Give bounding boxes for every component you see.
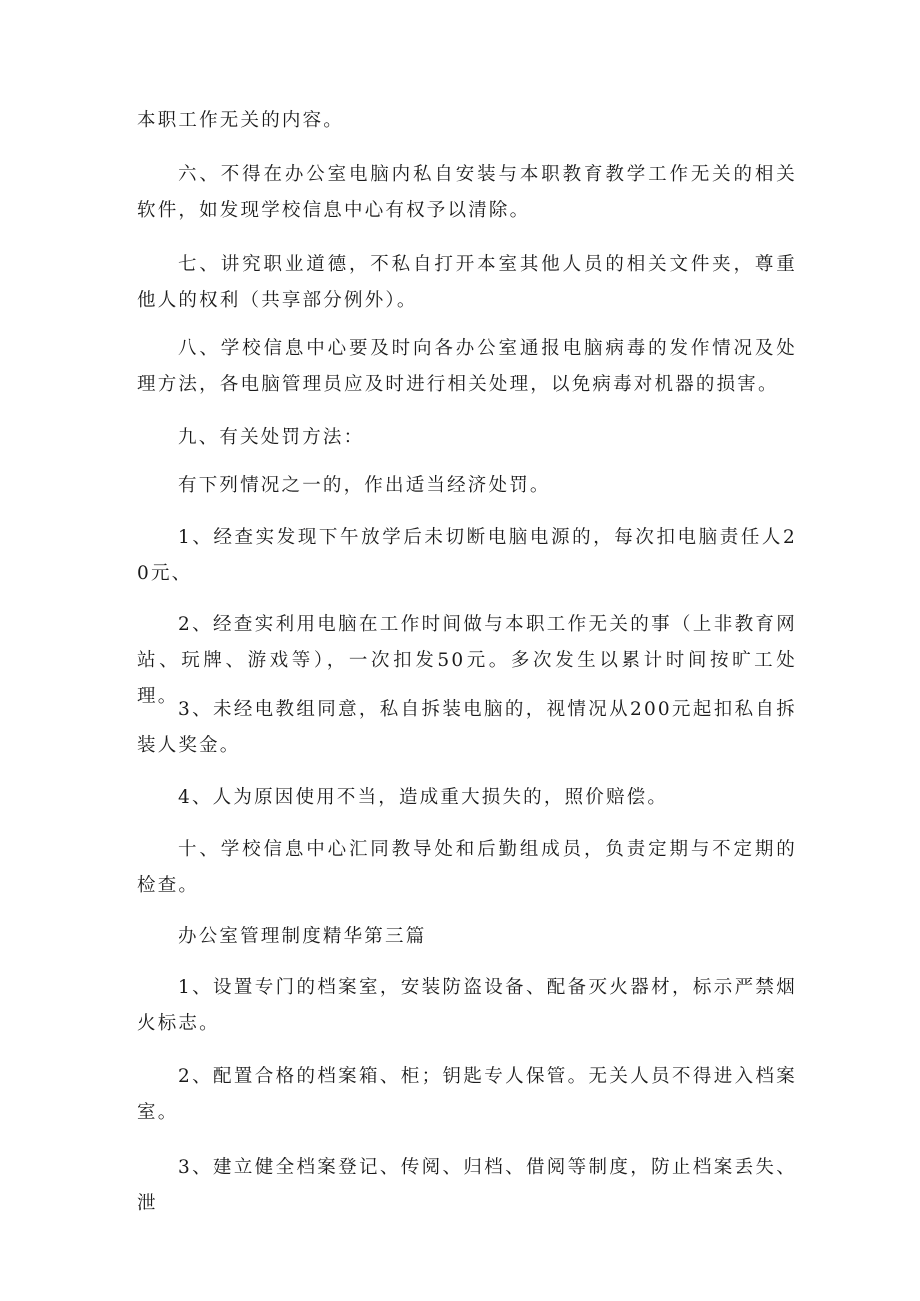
paragraph-continuation: 本职工作无关的内容。 (137, 110, 345, 131)
paragraph-archive-2: 2、配置合格的档案箱、柜；钥匙专人保管。无关人员不得进入档案室。 (137, 1066, 797, 1123)
paragraph-penalty-intro: 有下列情况之一的，作出适当经济处罚。 (178, 475, 551, 496)
paragraph-item-8: 八、学校信息中心要及时向各办公室通报电脑病毒的发作情况及处理方法，各电脑管理员应及时进行相关处理，以免病毒对机器的损害。 (137, 338, 797, 395)
paragraph-item-10: 十、学校信息中心汇同教导处和后勤组成员，负责定期与不定期的检查。 (137, 839, 797, 896)
paragraph-item-6: 六、不得在办公室电脑内私自安装与本职教育教学工作无关的相关软件，如发现学校信息中心有权予以清除。 (137, 164, 797, 221)
section-heading: 办公室管理制度精华第三篇 (178, 926, 427, 947)
paragraph-penalty-3: 3、未经电教组同意，私自拆装电脑的，视情况从200元起扣私自拆装人奖金。 (137, 699, 797, 756)
paragraph-archive-1: 1、设置专门的档案室，安装防盗设备、配备灭火器材，标示严禁烟火标志。 (137, 977, 797, 1034)
paragraph-item-9: 九、有关处罚方法： (178, 427, 365, 448)
paragraph-archive-3: 3、建立健全档案登记、传阅、归档、借阅等制度，防止档案丢失、泄 (137, 1157, 797, 1214)
paragraph-penalty-2: 2、经查实利用电脑在工作时间做与本职工作无关的事（上非教育网站、玩牌、游戏等），一次扣发50元。多次发生以累计时间按旷工处理。 (137, 614, 797, 707)
paragraph-item-7: 七、讲究职业道德，不私自打开本室其他人员的相关文件夹，尊重他人的权利（共享部分例外）。 (137, 254, 797, 311)
paragraph-penalty-4: 4、人为原因使用不当，造成重大损失的，照价赔偿。 (178, 787, 669, 808)
paragraph-penalty-1: 1、经查实发现下午放学后未切断电脑电源的，每次扣电脑责任人20元、 (137, 527, 797, 584)
